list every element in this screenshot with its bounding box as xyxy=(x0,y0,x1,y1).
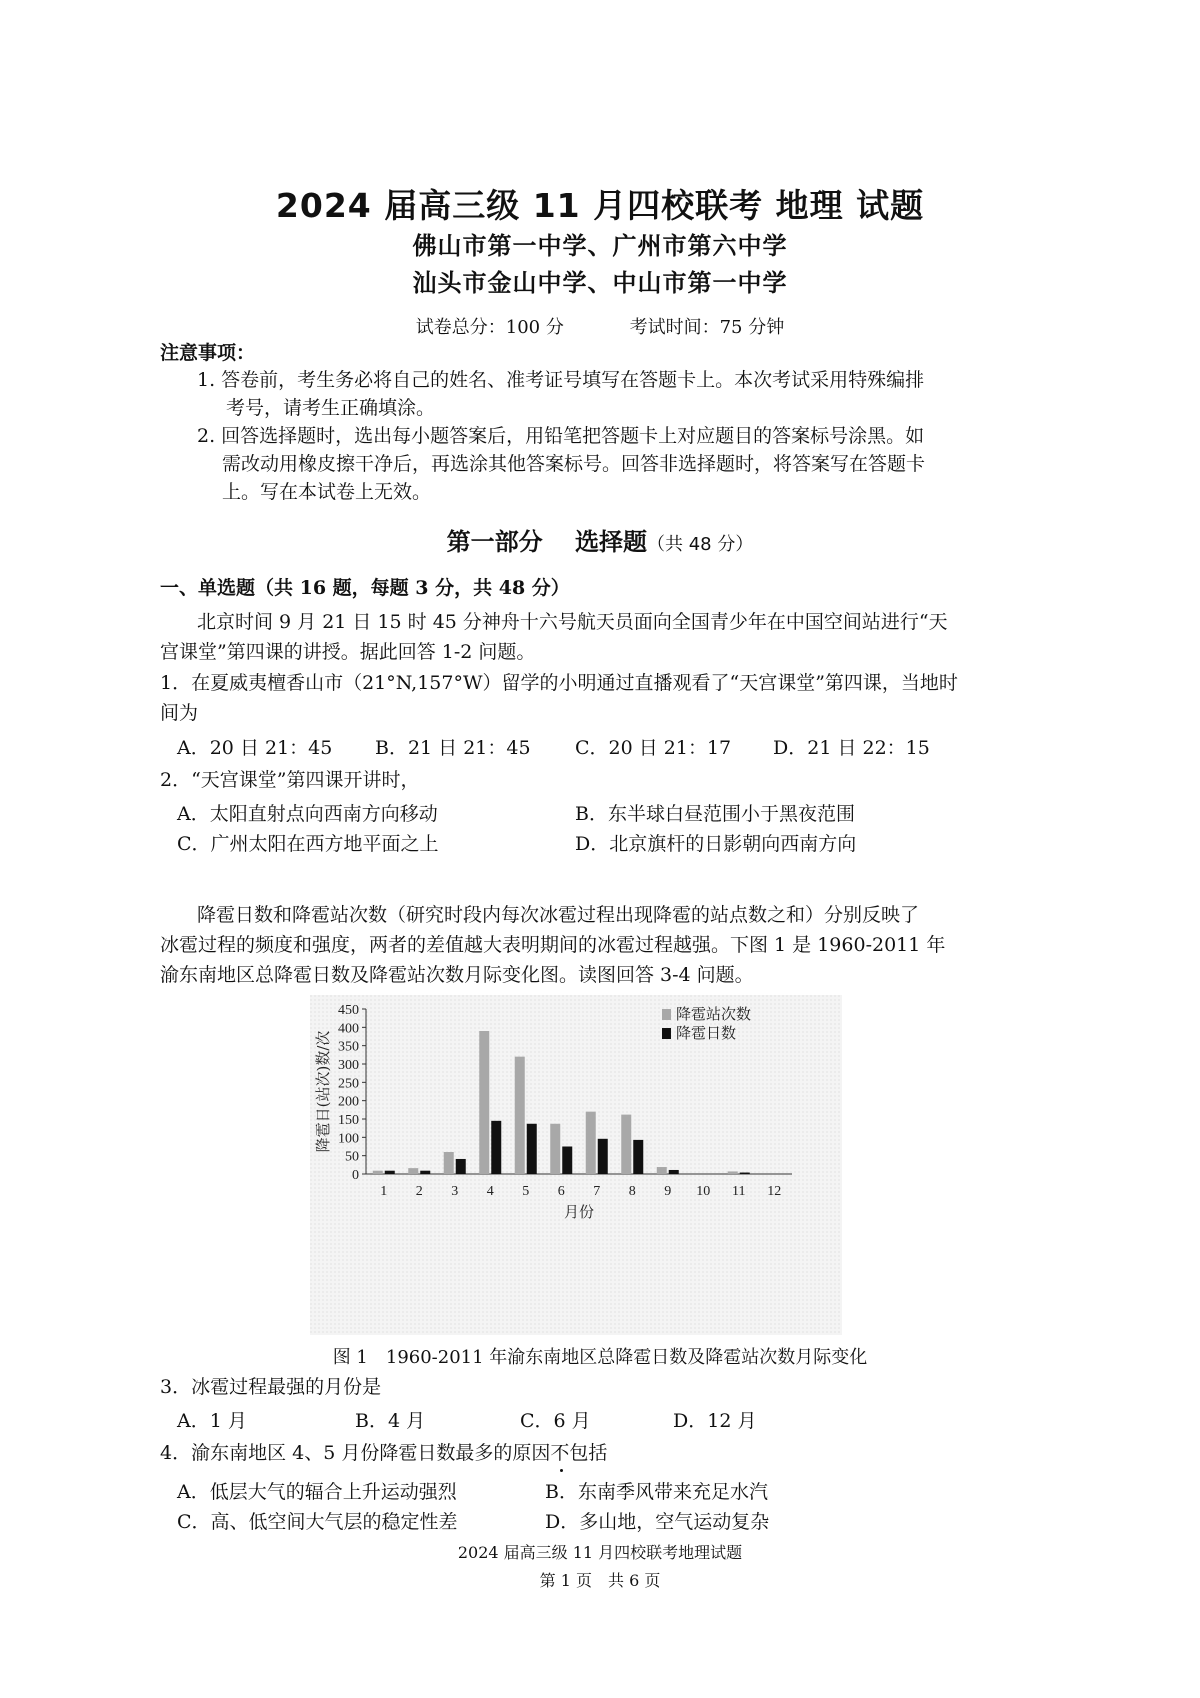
notice-item-2-line-2: 需改动用橡皮擦干净后，再选涂其他答案标号。回答非选择题时，将答案写在答题卡 xyxy=(222,453,926,475)
exam-meta xyxy=(0,313,1200,339)
x-tick-label: 4 xyxy=(486,1184,494,1199)
bar-days xyxy=(456,1159,466,1174)
notice-item-1-line-1: 1. 答卷前，考生务必将自己的姓名、准考证号填写在答题卡上。本次考试采用特殊编排 xyxy=(197,369,925,391)
bar-stations xyxy=(479,1031,489,1174)
q4-option-c: C．高、低空间大气层的稳定性差 xyxy=(177,1511,458,1533)
x-tick-label: 5 xyxy=(522,1184,530,1199)
bar-stations xyxy=(444,1152,454,1174)
q3-option-d: D．12 月 xyxy=(673,1410,757,1432)
emphasis-char: 不 xyxy=(550,1442,570,1464)
q3-option-c: C．6 月 xyxy=(520,1410,591,1432)
q1-option-b: B．21 日 21：45 xyxy=(375,737,531,759)
q3-stem: 3．冰雹过程最强的月份是 xyxy=(160,1376,382,1398)
notice-item-1-line-2: 考号，请考生正确填涂。 xyxy=(226,397,436,419)
q1-stem-line-1: 1．在夏威夷檀香山市（21°N,157°W）留学的小明通过直播观看了“天宫课堂”第四课，当地时 xyxy=(160,672,958,694)
q4-option-b: B．东南季风带来充足水汽 xyxy=(545,1481,768,1503)
legend-swatch xyxy=(662,1028,671,1039)
footer-title: 2024 届高三级 11 月四校联考地理试题 xyxy=(457,1543,743,1562)
q1-option-a: A．20 日 21：45 xyxy=(177,737,333,759)
q2-option-c: C．广州太阳在西方地平面之上 xyxy=(177,833,439,855)
q2-option-b: B．东半球白昼范围小于黑夜范围 xyxy=(575,803,855,825)
notice-item-2-line-3: 上。写在本试卷上无效。 xyxy=(222,481,432,503)
x-tick-label: 1 xyxy=(380,1184,388,1199)
part-1-title xyxy=(0,522,1200,557)
q2-stem: 2．“天宫课堂”第四课开讲时， xyxy=(160,769,420,791)
passage-1-line-1: 北京时间 9 月 21 日 15 时 45 分神舟十六号航天员面向全国青少年在中国空间站进行“天 xyxy=(197,611,948,633)
part-1-score: （共 48 分） xyxy=(647,534,754,555)
hail-monthly-bar-chart xyxy=(310,995,842,1335)
passage-1-line-2: 宫课堂”第四课的讲授。据此回答 1-2 问题。 xyxy=(160,641,536,663)
bar-days xyxy=(420,1171,430,1174)
q4-option-a: A．低层大气的辐合上升运动强烈 xyxy=(177,1481,457,1503)
bar-stations xyxy=(373,1171,383,1174)
x-tick-label: 3 xyxy=(451,1184,459,1199)
bar-days xyxy=(562,1147,572,1175)
y-tick-label: 350 xyxy=(338,1039,359,1055)
passage-2-line-2: 冰雹过程的频度和强度，两者的差值越大表明期间的冰雹过程越强。下图 1 是 1960-2011 年 xyxy=(160,934,946,956)
y-axis-label: 降雹日(站次)数/次 xyxy=(314,1030,332,1153)
q4-stem: 4．渝东南地区 4、5 月份降雹日数最多的原因不包括 xyxy=(160,1442,608,1464)
exam-title: 2024 届高三级 11 月四校联考 地理 试题 xyxy=(275,186,925,225)
bar-stations xyxy=(728,1171,738,1174)
y-tick-label: 50 xyxy=(345,1149,359,1165)
bar-stations xyxy=(586,1112,596,1174)
x-tick-label: 11 xyxy=(732,1184,746,1199)
bar-days xyxy=(633,1140,643,1174)
x-tick-label: 6 xyxy=(557,1184,565,1199)
x-tick-label: 12 xyxy=(767,1184,782,1199)
x-tick-label: 8 xyxy=(628,1184,636,1199)
legend-label: 降雹站次数 xyxy=(676,1005,752,1023)
x-axis-label: 月份 xyxy=(563,1203,595,1221)
y-tick-label: 200 xyxy=(338,1094,359,1110)
bar-days xyxy=(491,1121,501,1174)
x-tick-label: 2 xyxy=(415,1184,423,1199)
legend-swatch xyxy=(662,1009,671,1020)
figure-caption: 图 1 1960-2011 年渝东南地区总降雹日数及降雹站次数月际变化 xyxy=(332,1347,868,1368)
notice-heading: 注意事项： xyxy=(160,342,256,364)
bar-stations xyxy=(550,1124,560,1174)
exam-time: 考试时间：75 分钟 xyxy=(629,317,785,338)
bar-days xyxy=(385,1171,395,1174)
legend-label: 降雹日数 xyxy=(676,1024,737,1042)
y-tick-label: 450 xyxy=(338,1003,359,1018)
y-tick-label: 400 xyxy=(338,1021,359,1037)
passage-2-line-1: 降雹日数和降雹站次数（研究时段内每次冰雹过程出现降雹的站点数之和）分别反映了 xyxy=(197,904,920,926)
q1-option-d: D．21 日 22：15 xyxy=(773,737,930,759)
y-tick-label: 0 xyxy=(352,1168,359,1183)
q2-option-a: A．太阳直射点向西南方向移动 xyxy=(177,803,438,825)
bar-stations xyxy=(621,1115,631,1174)
q2-option-d: D．北京旗杆的日影朝向西南方向 xyxy=(575,833,857,855)
y-tick-label: 100 xyxy=(338,1131,359,1147)
bar-days xyxy=(598,1139,608,1174)
q4-option-d: D．多山地，空气运动复杂 xyxy=(545,1511,770,1533)
bar-stations xyxy=(657,1167,667,1174)
x-tick-label: 9 xyxy=(664,1184,672,1199)
x-tick-label: 10 xyxy=(696,1184,711,1199)
passage-2-line-3: 渝东南地区总降雹日数及降雹站次数月际变化图。读图回答 3-4 问题。 xyxy=(160,964,754,986)
q1-stem-line-2: 间为 xyxy=(160,702,199,724)
chart-background xyxy=(310,995,842,1335)
bar-stations xyxy=(408,1168,418,1174)
section-heading: 一、单选题（共 16 题，每题 3 分，共 48 分） xyxy=(160,577,570,599)
q1-option-c: C．20 日 21：17 xyxy=(575,737,732,759)
bar-days xyxy=(527,1124,537,1174)
total-score: 试卷总分：100 分 xyxy=(415,317,564,338)
q3-option-b: B．4 月 xyxy=(355,1410,426,1432)
part-1-name: 第一部分 选择题 xyxy=(446,528,647,556)
y-tick-label: 300 xyxy=(338,1058,359,1073)
schools-line-1: 佛山市第一中学、广州市第六中学 xyxy=(412,231,788,260)
notice-item-2-line-1: 2. 回答选择题时，选出每小题答案后，用铅笔把答题卡上对应题目的答案标号涂黑。如 xyxy=(197,425,925,447)
bar-days xyxy=(740,1173,750,1174)
bar-days xyxy=(669,1170,679,1174)
y-tick-label: 250 xyxy=(338,1076,359,1092)
q3-option-a: A．1 月 xyxy=(177,1410,247,1432)
page-number: 第 1 页 共 6 页 xyxy=(539,1571,661,1590)
bar-stations xyxy=(515,1057,525,1174)
x-tick-label: 7 xyxy=(593,1184,601,1199)
y-tick-label: 150 xyxy=(338,1113,359,1128)
schools-line-2: 汕头市金山中学、中山市第一中学 xyxy=(412,268,788,297)
